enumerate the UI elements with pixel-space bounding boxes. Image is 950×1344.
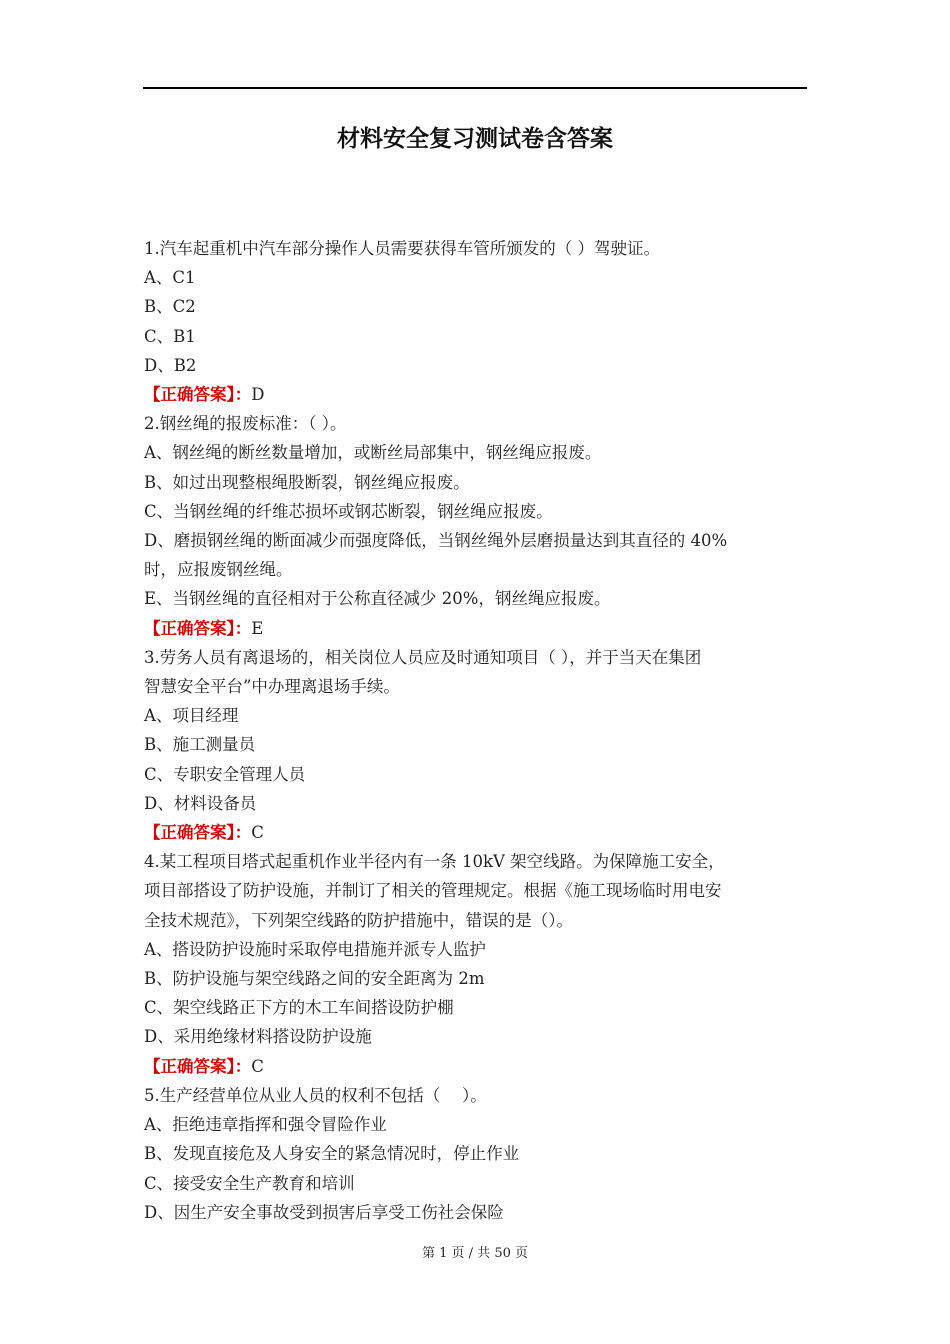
question-block: [144, 847, 808, 1081]
question-list: [144, 234, 808, 1227]
option-line: A、拒绝违章指挥和强令冒险作业: [144, 1115, 387, 1135]
question-block: [144, 643, 808, 847]
option-line: B、防护设施与架空线路之间的安全距离为 2m: [144, 969, 485, 989]
option-line: C、架空线路正下方的木工车间搭设防护棚: [144, 998, 454, 1018]
question-stem-line: 5.生产经营单位从业人员的权利不包括（ ）。: [144, 1085, 487, 1105]
question-block: [144, 409, 808, 643]
question-stem-line: 项目部搭设了防护设施，并制订了相关的管理规定。根据《施工现场临时用电安: [144, 881, 722, 901]
document-title: 材料安全复习测试卷含答案: [337, 126, 613, 152]
answer-label: 【正确答案】：: [144, 385, 252, 405]
answer-value: C: [251, 1056, 264, 1076]
option-line: A、钢丝绳的断丝数量增加，或断丝局部集中，钢丝绳应报废。: [144, 443, 602, 463]
answer-line: [144, 818, 808, 847]
answer-value: E: [251, 618, 264, 638]
answer-line: [144, 614, 808, 643]
answer-label: 【正确答案】：: [144, 618, 252, 638]
answer-line: [144, 380, 808, 409]
question-stem-line: 全技术规范》，下列架空线路的防护措施中，错误的是（）。: [144, 910, 573, 930]
option-line: D、B2: [144, 355, 197, 375]
question-stem-line: 2.钢丝绳的报废标准：（ ）。: [144, 414, 347, 434]
option-line: B、发现直接危及人身安全的紧急情况时，停止作业: [144, 1144, 520, 1164]
header-rule: [143, 87, 807, 89]
option-line: A、项目经理: [144, 706, 239, 726]
option-line: D、材料设备员: [144, 793, 257, 813]
option-line: C、当钢丝绳的纤维芯损坏或钢芯断裂，钢丝绳应报废。: [144, 501, 553, 521]
question-stem-line: 智慧安全平台”中办理离退场手续。: [144, 677, 400, 697]
question-stem-line: 1.汽车起重机中汽车部分操作人员需要获得车管所颁发的（ ）驾驶证。: [144, 239, 660, 258]
option-line: E、当钢丝绳的直径相对于公称直径减少 20%，钢丝绳应报废。: [144, 589, 611, 609]
answer-label: 【正确答案】：: [144, 823, 252, 843]
question-block: [144, 234, 808, 409]
option-line: A、搭设防护设施时采取停电措施并派专人监护: [144, 939, 486, 959]
answer-label: 【正确答案】：: [144, 1056, 252, 1076]
question-block: [144, 1081, 808, 1227]
page-footer: 第 1 页 / 共 50 页: [422, 1246, 528, 1261]
question-stem-line: 4.某工程项目塔式起重机作业半径内有一条 10kV 架空线路。为保障施工安全，: [144, 852, 725, 872]
answer-value: D: [251, 385, 265, 405]
option-line: D、磨损钢丝绳的断面减少而强度降低，当钢丝绳外层磨损量达到其直径的 40%: [144, 531, 728, 551]
option-line: C、B1: [144, 326, 196, 346]
answer-line: [144, 1052, 808, 1081]
option-line: B、C2: [144, 297, 196, 317]
question-stem-line: 3.劳务人员有离退场的，相关岗位人员应及时通知项目（ ），并于当天在集团: [144, 647, 702, 667]
option-line: B、如过出现整根绳股断裂，钢丝绳应报废。: [144, 472, 470, 492]
option-line: C、专职安全管理人员: [144, 764, 306, 784]
option-line: B、施工测量员: [144, 735, 256, 755]
answer-value: C: [251, 823, 264, 843]
option-line: A、C1: [144, 268, 196, 288]
option-line: D、采用绝缘材料搭设防护设施: [144, 1027, 372, 1047]
option-line: 时，应报废钢丝绳。: [144, 560, 293, 580]
option-line: C、接受安全生产教育和培训: [144, 1173, 355, 1193]
option-line: D、因生产安全事故受到损害后享受工伤社会保险: [144, 1202, 504, 1222]
